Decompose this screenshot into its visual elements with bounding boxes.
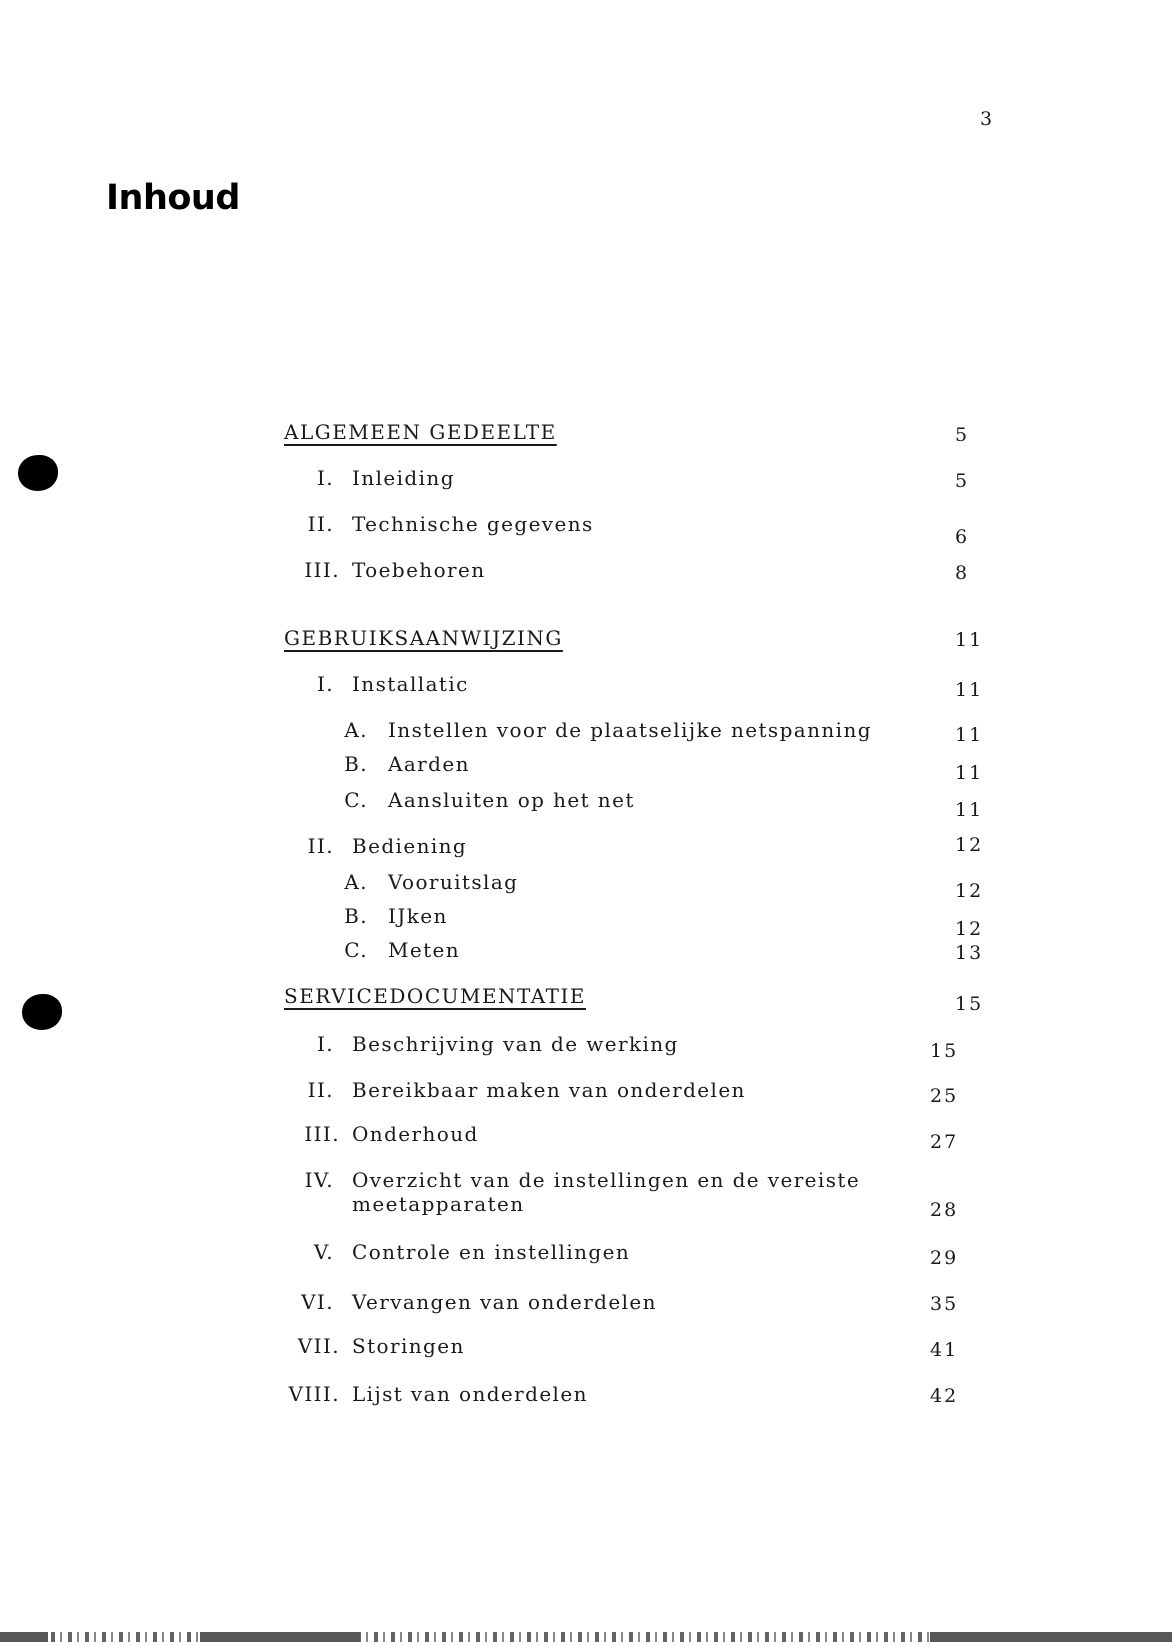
toc-page-number: 12 [955,918,984,940]
toc-page-number: 28 [930,1199,959,1221]
punch-hole-mark [18,455,58,491]
punch-hole-mark [22,994,62,1030]
toc-page-number: 11 [955,679,984,701]
toc-page-number: 15 [955,993,984,1015]
toc-page-number: 11 [955,724,984,746]
toc-item-label-continued: meetapparaten [352,1192,525,1216]
toc-item-label: IJken [388,904,448,928]
scan-artifact-strip [0,1632,1172,1642]
toc-item-label: Instellen voor de plaatselijke netspanning [388,718,872,742]
toc-section-label: SERVICEDOCUMENTATIE [284,984,586,1008]
page-title: Inhoud [106,178,240,218]
toc-page-number: 41 [930,1339,959,1361]
toc-item-label: Meten [388,938,461,962]
toc-item-number: I. [316,672,334,696]
toc-page-number: 6 [955,526,970,548]
toc-page-number: 8 [955,562,970,584]
toc-item-label: Overzicht van de instellingen en de vereiste [352,1168,861,1192]
toc-item-number: C. [344,938,368,962]
toc-page-number: 29 [930,1247,959,1269]
toc-page-number: 11 [955,762,984,784]
toc-item-number: III. [304,1122,340,1146]
toc-item-number: V. [313,1240,334,1264]
toc-page-number: 11 [955,629,984,651]
page-number: 3 [980,108,994,130]
toc-item-number: A. [344,718,368,742]
toc-item-label: Technische gegevens [352,512,594,536]
toc-item-label: Storingen [352,1334,465,1358]
toc-page-number: 27 [930,1131,959,1153]
toc-item-label: Bediening [352,834,468,858]
toc-page-number: 35 [930,1293,959,1315]
toc-page-number: 5 [955,470,970,492]
toc-page-number: 25 [930,1085,959,1107]
toc-item-number: A. [344,870,368,894]
toc-item-label: Controle en instellingen [352,1240,631,1264]
toc-item-number: III. [304,558,340,582]
toc-item-number: VI. [301,1290,334,1314]
toc-item-number: C. [344,788,368,812]
toc-item-number: IV. [304,1168,334,1192]
toc-item-label: Inleiding [352,466,455,490]
toc-page-number: 13 [955,942,984,964]
toc-item-number: I. [316,466,334,490]
toc-item-label: Installatic [352,672,469,696]
toc-item-label: Bereikbaar maken van onderdelen [352,1078,746,1102]
toc-item-number: VII. [297,1334,340,1358]
toc-section-label: GEBRUIKSAANWIJZING [284,626,563,650]
toc-item-label: Lijst van onderdelen [352,1382,588,1406]
toc-item-label: Aarden [388,752,470,776]
toc-page-number: 12 [955,880,984,902]
toc-page-number: 15 [930,1040,959,1062]
toc-page-number: 12 [955,834,984,856]
toc-item-number: B. [344,752,368,776]
toc-page-number: 5 [955,424,970,446]
toc-item-number: B. [344,904,368,928]
toc-item-label: Aansluiten op het net [388,788,635,812]
toc-item-number: II. [307,512,334,536]
toc-section-label: ALGEMEEN GEDEELTE [284,420,557,444]
toc-item-label: Beschrijving van de werking [352,1032,679,1056]
toc-item-number: II. [307,1078,334,1102]
toc-item-label: Vooruitslag [388,870,519,894]
toc-item-label: Onderhoud [352,1122,479,1146]
toc-page-number: 11 [955,799,984,821]
toc-item-label: Vervangen van onderdelen [352,1290,657,1314]
toc-item-number: VIII. [288,1382,340,1406]
toc-item-number: II. [307,834,334,858]
toc-item-label: Toebehoren [352,558,486,582]
toc-page-number: 42 [930,1385,959,1407]
toc-item-number: I. [316,1032,334,1056]
